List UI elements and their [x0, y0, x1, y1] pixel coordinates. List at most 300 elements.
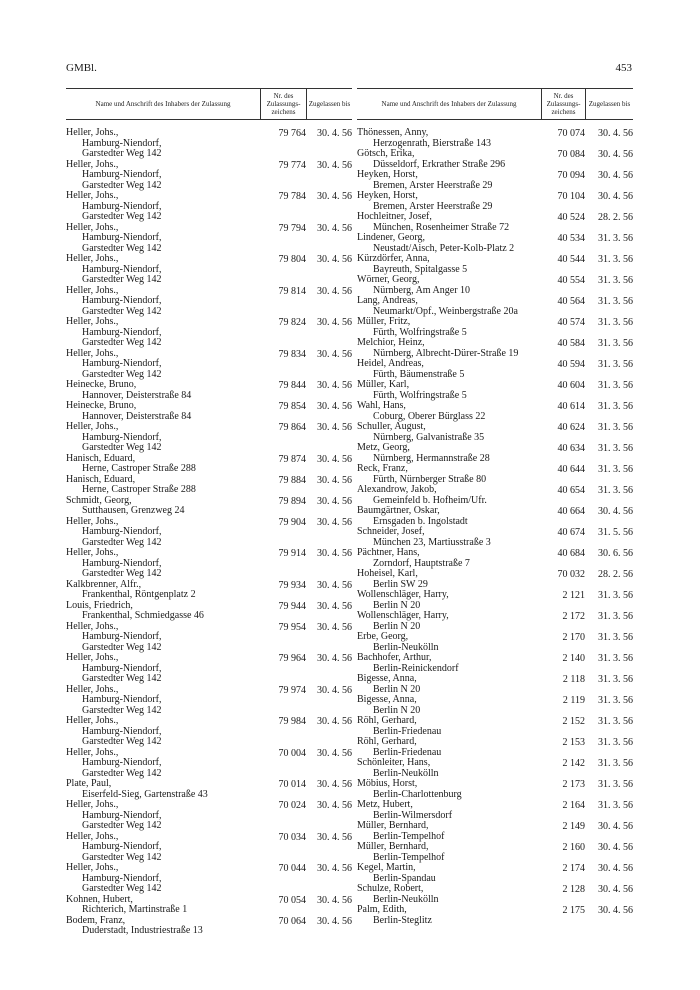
holder-name: Heller, Johs.,: [66, 620, 119, 632]
approval-number: 40 664: [557, 506, 585, 517]
table-row: [357, 191, 633, 212]
holder-address-line: Nürnberg, Am Anger 10: [373, 284, 471, 296]
holder-address-line: Garstedter Weg 142: [82, 305, 162, 317]
valid-until-date: 30. 4. 56: [317, 779, 352, 790]
holder-address-line: Berlin N 20: [373, 599, 421, 611]
holder-name: Heller, Johs.,: [66, 347, 119, 359]
approval-number: 40 564: [557, 296, 585, 307]
valid-until-date: 31. 3. 56: [598, 359, 633, 370]
holder-name: Heller, Johs.,: [66, 683, 119, 695]
holder-name: Heller, Johs.,: [66, 284, 119, 296]
holder-address-line: Berlin-Tempelhof: [373, 851, 445, 863]
table-row: [66, 716, 352, 748]
valid-until-date: 31. 3. 56: [598, 317, 633, 328]
approval-number: 40 594: [557, 359, 585, 370]
holder-name-address: [357, 380, 541, 401]
holder-name: Wahl, Hans,: [357, 400, 406, 411]
valid-until-date: 30. 4. 56: [317, 159, 352, 171]
holder-address-line: Berlin-Friedenau: [373, 746, 442, 758]
right-column-header: [357, 88, 633, 120]
table-row: [357, 695, 633, 716]
holder-name: Erbe, Georg,: [357, 631, 409, 642]
holder-name-address: [357, 758, 541, 779]
approval-number: 79 934: [278, 579, 306, 591]
table-row: [357, 380, 633, 401]
valid-until-date: 30. 4. 56: [317, 831, 352, 843]
holder-name: Bigesse, Anna,: [357, 694, 417, 705]
holder-name: Wollenschläger, Harry,: [357, 589, 449, 600]
holder-name-address: [357, 905, 541, 926]
approval-number: 79 764: [278, 128, 306, 139]
holder-address-line: Hamburg-Niendorf,: [82, 841, 162, 852]
holder-name-address: [66, 779, 260, 800]
holder-name: Hoheisel, Karl,: [357, 568, 418, 579]
holder-name-address: [66, 317, 260, 349]
valid-until-date: 30. 4. 56: [598, 905, 633, 916]
holder-name-address: [357, 674, 541, 695]
holder-address-line: Garstedter Weg 142: [82, 820, 162, 831]
holder-address-line: Bayreuth, Spitalgasse 5: [373, 263, 468, 275]
approval-number: 70 004: [278, 747, 306, 759]
table-row: [357, 548, 633, 569]
table-row: [357, 905, 633, 926]
table-row: [357, 317, 633, 338]
valid-until-date: 30. 4. 56: [317, 128, 352, 139]
holder-name-address: [357, 716, 541, 737]
valid-until-date: 30. 4. 56: [598, 149, 633, 160]
approval-number: 40 534: [557, 233, 585, 244]
holder-name: Heller, Johs.,: [66, 652, 119, 663]
holder-address-line: Berlin-Neukölln: [373, 641, 439, 653]
approval-number: 40 614: [557, 401, 585, 412]
table-row: [357, 485, 633, 506]
holder-name: Thönessen, Anny,: [357, 127, 429, 138]
page-number: 453: [615, 62, 632, 74]
table-row: [357, 863, 633, 884]
table-row: [66, 401, 352, 422]
valid-until-date: 31. 3. 56: [598, 338, 633, 349]
approval-number: 79 894: [278, 495, 306, 507]
approval-number: 2 153: [562, 737, 585, 748]
valid-until-date: 30. 4. 56: [317, 453, 352, 465]
holder-name-address: [357, 506, 541, 527]
holder-name-address: [357, 191, 541, 212]
holder-name: Müller, Bernhard,: [357, 841, 429, 852]
valid-until-date: 31. 3. 56: [598, 422, 633, 433]
holder-address-line: Hamburg-Niendorf,: [82, 725, 162, 737]
valid-until-date: 30. 4. 56: [598, 884, 633, 895]
holder-address-line: Bremen, Arster Heerstraße 29: [373, 179, 493, 191]
holder-address-line: Fürth, Nürnberger Straße 80: [373, 473, 487, 485]
holder-address-line: Garstedter Weg 142: [82, 242, 162, 254]
holder-address-line: Berlin-Spandau: [373, 872, 436, 884]
left-column-header: [66, 88, 352, 120]
holder-name: Heller, Johs.,: [66, 715, 119, 726]
holder-address-line: Herne, Castroper Straße 288: [82, 463, 196, 474]
holder-name-address: [357, 527, 541, 548]
table-row: [357, 611, 633, 632]
holder-address-line: Berlin-Neukölln: [373, 893, 439, 905]
column-header-number: Nr. des Zulassungs-zeichens: [541, 89, 585, 119]
holder-address-line: Hamburg-Niendorf,: [82, 431, 162, 443]
valid-until-date: 30. 4. 56: [598, 842, 633, 853]
approval-number: 40 684: [557, 548, 585, 559]
holder-name-address: [357, 590, 541, 611]
holder-address-line: Eiserfeld-Sieg, Gartenstraße 43: [82, 788, 208, 800]
holder-address-line: Hamburg-Niendorf,: [82, 809, 162, 821]
holder-name: Schmidt, Georg,: [66, 494, 132, 506]
holder-address-line: Frankenthal, Schmiedgasse 46: [82, 610, 204, 621]
holder-name: Götsch, Erika,: [357, 148, 415, 159]
holder-name-address: [357, 128, 541, 149]
valid-until-date: 31. 3. 56: [598, 758, 633, 769]
holder-name: Heyken, Horst,: [357, 169, 418, 180]
holder-address-line: Hamburg-Niendorf,: [82, 232, 162, 243]
holder-name-address: [66, 286, 260, 318]
valid-until-date: 31. 3. 56: [598, 380, 633, 391]
holder-name: Schulze, Robert,: [357, 883, 424, 894]
holder-address-line: Garstedter Weg 142: [82, 536, 162, 548]
holder-address-line: Garstedter Weg 142: [82, 211, 162, 222]
approval-number: 70 084: [557, 149, 585, 160]
holder-address-line: Hannover, Deisterstraße 84: [82, 410, 192, 422]
holder-name-address: [66, 622, 260, 654]
valid-until-date: 31. 5. 56: [598, 527, 633, 538]
holder-address-line: Duderstadt, Industriestraße 13: [82, 925, 203, 936]
approval-number: 70 044: [278, 863, 306, 874]
valid-until-date: 31. 3. 56: [598, 275, 633, 286]
approval-number: 79 974: [278, 684, 306, 696]
approval-number: 70 014: [278, 779, 306, 790]
holder-name: Heller, Johs.,: [66, 127, 119, 138]
holder-address-line: Berlin N 20: [373, 683, 421, 695]
table-row: [357, 296, 633, 317]
approval-number: 79 794: [278, 222, 306, 234]
table-row: [357, 254, 633, 275]
approval-number: 70 074: [557, 128, 585, 139]
right-column: [357, 88, 633, 926]
holder-address-line: Hamburg-Niendorf,: [82, 263, 162, 275]
approval-number: 2 170: [562, 632, 585, 643]
approval-number: 2 172: [562, 611, 585, 622]
valid-until-date: 30. 4. 56: [317, 401, 352, 412]
holder-name: Röhl, Gerhard,: [357, 736, 417, 747]
holder-address-line: Garstedter Weg 142: [82, 179, 162, 191]
holder-address-line: Garstedter Weg 142: [82, 641, 162, 653]
table-row: [357, 821, 633, 842]
holder-name-address: [66, 716, 260, 748]
approval-number: 2 175: [562, 905, 585, 916]
valid-until-date: 31. 3. 56: [598, 737, 633, 748]
table-row: [357, 632, 633, 653]
valid-until-date: 31. 3. 56: [598, 800, 633, 811]
valid-until-date: 30. 4. 56: [598, 821, 633, 832]
holder-address-line: Ernsgaden b. Ingolstadt: [373, 515, 468, 527]
holder-name-address: [66, 601, 260, 622]
valid-until-date: 30. 4. 56: [317, 894, 352, 906]
holder-name: Palm, Edith,: [357, 904, 407, 915]
holder-name: Lindener, Georg,: [357, 232, 426, 243]
holder-name-address: [357, 149, 541, 170]
valid-until-date: 31. 3. 56: [598, 464, 633, 475]
approval-number: 70 024: [278, 800, 306, 811]
holder-name-address: [66, 454, 260, 475]
table-row: [66, 685, 352, 717]
holder-name-address: [357, 611, 541, 632]
approval-number: 2 164: [562, 800, 585, 811]
holder-name: Heller, Johs.,: [66, 830, 119, 842]
valid-until-date: 30. 4. 56: [598, 170, 633, 181]
approval-number: 79 874: [278, 453, 306, 465]
holder-name-address: [66, 548, 260, 580]
holder-name-address: [357, 737, 541, 758]
holder-name-address: [357, 212, 541, 233]
table-row: [66, 223, 352, 255]
valid-until-date: 30. 4. 56: [598, 863, 633, 874]
approval-number: 70 034: [278, 831, 306, 843]
valid-until-date: 30. 4. 56: [317, 422, 352, 433]
table-row: [66, 454, 352, 475]
holder-address-line: Garstedter Weg 142: [82, 883, 162, 894]
holder-address-line: Garstedter Weg 142: [82, 368, 162, 380]
holder-name-address: [66, 748, 260, 780]
column-header-valid-until: Zugelassen bis: [585, 89, 633, 119]
valid-until-date: 31. 3. 56: [598, 695, 633, 706]
holder-name: Heyken, Horst,: [357, 190, 418, 201]
holder-name-address: [66, 496, 260, 517]
holder-address-line: Berlin N 20: [373, 620, 421, 632]
holder-address-line: Garstedter Weg 142: [82, 851, 162, 863]
holder-name: Müller, Karl,: [357, 379, 410, 390]
holder-name: Möbius, Horst,: [357, 778, 418, 789]
holder-address-line: Berlin-Friedenau: [373, 725, 442, 737]
holder-name: Heller, Johs.,: [66, 547, 119, 558]
approval-number: 2 118: [562, 674, 585, 685]
holder-name-address: [357, 779, 541, 800]
holder-address-line: Garstedter Weg 142: [82, 704, 162, 716]
holder-name-address: [357, 632, 541, 653]
holder-name-address: [66, 800, 260, 832]
holder-name: Heller, Johs.,: [66, 253, 119, 264]
holder-name-address: [66, 254, 260, 286]
approval-number: 2 149: [562, 821, 585, 832]
valid-until-date: 30. 4. 56: [598, 128, 633, 139]
holder-name: Hochleitner, Josef,: [357, 211, 432, 222]
table-row: [357, 716, 633, 737]
table-row: [357, 401, 633, 422]
valid-until-date: 30. 4. 56: [317, 915, 352, 927]
table-row: [357, 527, 633, 548]
holder-name: Heller, Johs.,: [66, 515, 119, 527]
approval-number: 70 054: [278, 894, 306, 906]
holder-address-line: Garstedter Weg 142: [82, 736, 162, 747]
holder-address-line: Berlin-Charlottenburg: [373, 788, 462, 800]
approval-number: 2 128: [562, 884, 585, 895]
holder-address-line: Hamburg-Niendorf,: [82, 694, 162, 705]
approval-number: 40 544: [557, 254, 585, 265]
page-header: [66, 62, 632, 76]
approval-number: 2 173: [562, 779, 585, 790]
approval-number: 40 644: [557, 464, 585, 475]
approval-number: 40 604: [557, 380, 585, 391]
holder-name: Wörner, Georg,: [357, 274, 420, 285]
table-row: [357, 233, 633, 254]
table-row: [357, 800, 633, 821]
approval-number: 79 784: [278, 191, 306, 202]
holder-address-line: Hamburg-Niendorf,: [82, 662, 162, 674]
holder-name-address: [66, 832, 260, 864]
holder-name: Heller, Johs.,: [66, 190, 119, 201]
holder-address-line: Berlin-Tempelhof: [373, 830, 445, 842]
approval-number: 40 634: [557, 443, 585, 454]
table-row: [66, 800, 352, 832]
holder-name-address: [357, 275, 541, 296]
approval-number: 79 864: [278, 422, 306, 433]
valid-until-date: 30. 4. 56: [317, 317, 352, 328]
table-row: [357, 359, 633, 380]
table-row: [357, 758, 633, 779]
journal-title: GMBl.: [66, 62, 97, 74]
table-row: [357, 464, 633, 485]
holder-name: Schuller, August,: [357, 421, 426, 432]
holder-address-line: Hamburg-Niendorf,: [82, 169, 162, 180]
holder-name: Kalkbrenner, Alfr.,: [66, 578, 142, 590]
holder-name-address: [66, 863, 260, 895]
holder-address-line: Zorndorf, Hauptstraße 7: [373, 557, 470, 569]
valid-until-date: 30. 4. 56: [317, 653, 352, 664]
holder-address-line: Nürnberg, Galvanistraße 35: [373, 431, 485, 443]
holder-name: Baumgärtner, Oskar,: [357, 505, 440, 516]
holder-address-line: Frankenthal, Röntgenplatz 2: [82, 589, 196, 600]
holder-name: Heinecke, Bruno,: [66, 400, 137, 411]
holder-address-line: Fürth, Bäumenstraße 5: [373, 368, 465, 380]
valid-until-date: 30. 4. 56: [317, 800, 352, 811]
valid-until-date: 30. 4. 56: [317, 863, 352, 874]
holder-name-address: [66, 916, 260, 937]
table-row: [357, 842, 633, 863]
valid-until-date: 30. 4. 56: [317, 474, 352, 486]
table-row: [66, 779, 352, 800]
valid-until-date: 31. 3. 56: [598, 674, 633, 685]
holder-name-address: [66, 401, 260, 422]
approval-number: 79 844: [278, 380, 306, 391]
holder-name: Alexandrow, Jakob,: [357, 484, 437, 495]
holder-name: Heller, Johs.,: [66, 221, 119, 233]
holder-name: Heller, Johs.,: [66, 158, 119, 170]
left-column: [66, 88, 352, 937]
holder-address-line: Fürth, Wolfringstraße 5: [373, 389, 467, 401]
holder-name-address: [66, 349, 260, 381]
table-row: [66, 475, 352, 496]
valid-until-date: 30. 4. 56: [317, 684, 352, 696]
approval-number: 70 094: [557, 170, 585, 181]
holder-name-address: [357, 443, 541, 464]
holder-name-address: [357, 842, 541, 863]
holder-name-address: [66, 128, 260, 160]
holder-name: Heidel, Andreas,: [357, 358, 424, 369]
holder-name-address: [66, 380, 260, 401]
table-row: [66, 317, 352, 349]
holder-name-address: [357, 401, 541, 422]
approval-number: 2 121: [562, 590, 585, 601]
approval-number: 40 624: [557, 422, 585, 433]
table-row: [66, 517, 352, 549]
table-row: [357, 149, 633, 170]
approval-number: 40 584: [557, 338, 585, 349]
holder-address-line: Garstedter Weg 142: [82, 148, 162, 159]
approval-number: 79 834: [278, 348, 306, 360]
column-header-name: Name und Anschrift des Inhabers der Zulassung: [381, 100, 517, 108]
holder-address-line: Berlin-Wilmersdorf: [373, 809, 453, 821]
holder-name-address: [66, 580, 260, 601]
holder-name: Hanisch, Eduard,: [66, 473, 136, 485]
holder-address-line: Neustadt/Aisch, Peter-Kolb-Platz 2: [373, 242, 515, 254]
approval-number: 79 814: [278, 285, 306, 297]
valid-until-date: 31. 3. 56: [598, 485, 633, 496]
holder-name: Plate, Paul,: [66, 778, 112, 789]
valid-until-date: 30. 4. 56: [317, 285, 352, 297]
holder-name: Louis, Friedrich,: [66, 599, 133, 611]
holder-name: Heller, Johs.,: [66, 316, 119, 327]
valid-until-date: 31. 3. 56: [598, 254, 633, 265]
holder-name: Kegel, Martin,: [357, 862, 416, 873]
holder-name: Kürzdörfer, Anna,: [357, 253, 430, 264]
holder-name-address: [357, 422, 541, 443]
approval-number: 79 914: [278, 548, 306, 559]
holder-address-line: Hamburg-Niendorf,: [82, 872, 162, 884]
approval-number: 79 804: [278, 254, 306, 265]
holder-address-line: Herzogenrath, Bierstraße 143: [373, 137, 492, 149]
holder-name: Pächtner, Hans,: [357, 547, 420, 558]
approval-number: 2 160: [562, 842, 585, 853]
table-row: [66, 160, 352, 192]
table-row: [66, 349, 352, 381]
holder-name: Hanisch, Eduard,: [66, 452, 136, 464]
valid-until-date: 30. 4. 56: [317, 380, 352, 391]
valid-until-date: 30. 4. 56: [317, 495, 352, 507]
column-header-valid-until: Zugelassen bis: [306, 89, 352, 119]
holder-address-line: München, Rosenheimer Straße 72: [373, 221, 510, 233]
holder-name: Reck, Franz,: [357, 463, 408, 474]
valid-until-date: 31. 3. 56: [598, 443, 633, 454]
holder-name-address: [66, 191, 260, 223]
holder-name-address: [66, 422, 260, 454]
approval-number: 40 574: [557, 317, 585, 328]
approval-number: 2 119: [562, 695, 585, 706]
approval-number: 79 854: [278, 401, 306, 412]
table-row: [357, 170, 633, 191]
holder-address-line: Hamburg-Niendorf,: [82, 631, 162, 642]
holder-address-line: Garstedter Weg 142: [82, 337, 162, 348]
holder-name: Kohnen, Hubert,: [66, 893, 133, 905]
approval-number: 79 904: [278, 516, 306, 528]
approval-number: 70 032: [557, 569, 585, 580]
holder-name: Bachhofer, Arthur,: [357, 652, 432, 663]
table-row: [357, 506, 633, 527]
holder-address-line: Bremen, Arster Heerstraße 29: [373, 200, 493, 212]
table-row: [66, 601, 352, 622]
table-row: [357, 884, 633, 905]
approval-number: 2 152: [562, 716, 585, 727]
holder-address-line: Gemeinfeld b. Hofheim/Ufr.: [373, 494, 487, 506]
holder-name-address: [357, 464, 541, 485]
holder-address-line: Düsseldorf, Erkrather Straße 296: [373, 158, 506, 170]
table-row: [357, 275, 633, 296]
holder-name: Heller, Johs.,: [66, 862, 119, 873]
valid-until-date: 31. 3. 56: [598, 653, 633, 664]
holder-address-line: Herne, Castroper Straße 288: [82, 484, 196, 495]
holder-name: Metz, Georg,: [357, 442, 410, 453]
